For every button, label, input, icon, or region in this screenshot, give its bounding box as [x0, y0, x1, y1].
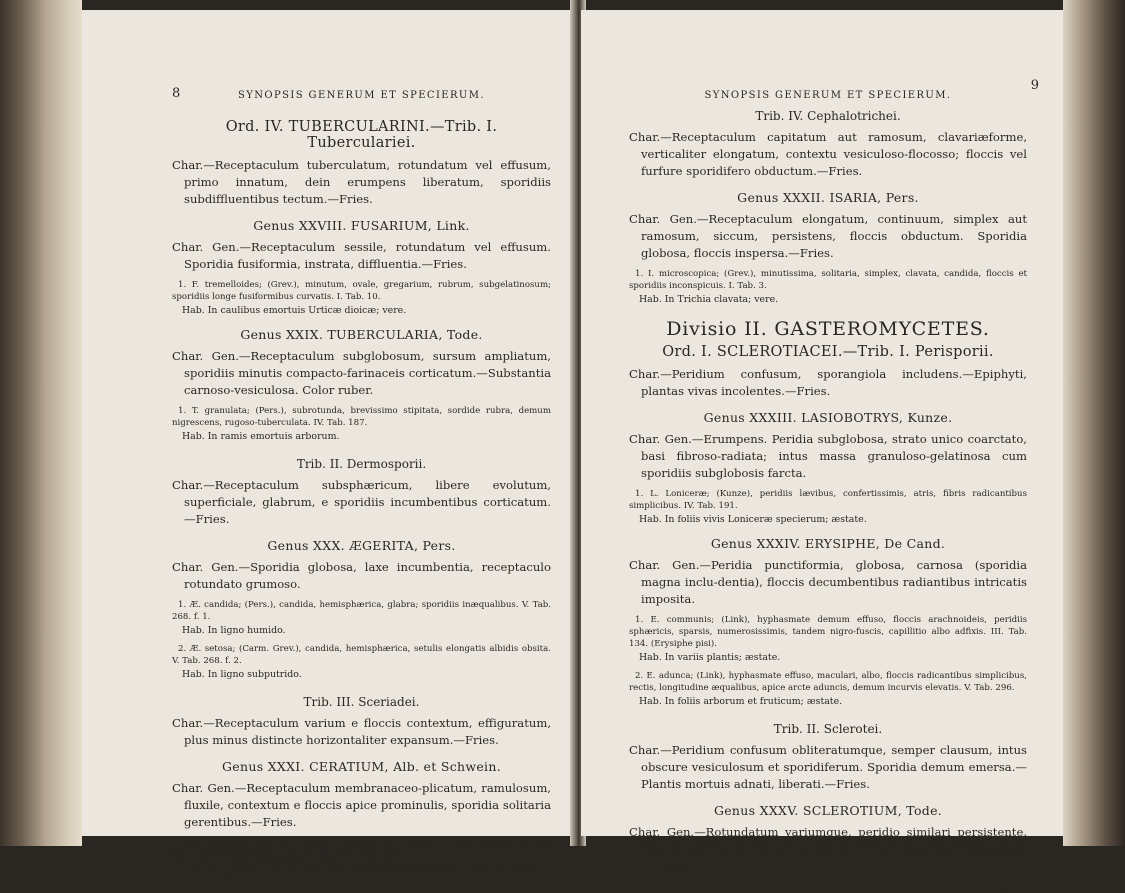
habitat-note: Hab. In foliis arborum et fruticum; æstate. — [639, 696, 843, 707]
running-head — [629, 78, 1039, 101]
species-entry: 1. L. Loniceræ; (Kunze), peridiis lævibus, confertissimis, atris, fibris radicantibus simplicibus. IV. Tab. 191. — [629, 489, 1027, 511]
species-entry: 1. F. tremelloides; (Grev.), minutum, ovale, gregarium, rubrum, subgelatinosum; sporidiis longe fusiformibus curvatis. I. Tab. 10. — [172, 280, 551, 302]
habitat-note: Hab. In ligno subputrido. — [182, 669, 302, 680]
genus-heading: Genus XXX. ÆGERITA, Pers. — [267, 538, 456, 553]
ordo-heading: Ord. IV. TUBERCULARINI.—Trib. I. Tuberculariei. — [225, 119, 498, 151]
divisio-heading: Divisio II. GASTEROMYCETES. — [666, 318, 990, 340]
habitat-note: Hab. In ligno humido. — [182, 625, 286, 636]
tribe-heading: Trib. II. Dermosporii. — [296, 457, 427, 471]
left-page — [82, 10, 575, 874]
species-entry: 1. T. granulata; (Pers.), subrotunda, brevissimo stipitata, sordide rubra, demum nigrescens, rugoso-tuberculata. IV. Tab. 187. — [172, 406, 551, 428]
signature-mark: b — [999, 879, 1007, 893]
genus-heading: Genus XXXII. ISARIA, Pers. — [737, 190, 919, 205]
ordo-char: Char.—Receptaculum tuberculatum, rotundatum vel effusum, primo innatum, dein erumpens liberatum, sporidiis subdiffluentibus tectum.—Fries. — [172, 158, 551, 206]
genus-char: Char. Gen.—Receptaculum subglobosum, sursum ampliatum, sporidiis minutis compacto-farinaceis corticatum.—Substantia carnoso-vesiculosa. Color ruber. — [172, 349, 551, 397]
genus-char: Char. Gen.—Receptaculum membranaceo-plicatum, ramulosum, fluxile, contextum e floccis apice prominulis, sporidia solitaria gerentibus.—Fries. — [172, 781, 551, 829]
tribe-char: Char.—Receptaculum capitatum aut ramosum, clavariæforme, verticaliter elongatum, contextu vesiculoso-flocosso; floccis vel furfure sporidifero obductum.—Fries. — [629, 130, 1027, 178]
genus-heading: Genus XXXV. SCLEROTIUM, Tode. — [713, 803, 943, 818]
habitat-note: Hab. In caulibus emortuis Urticæ dioicæ; vere. — [182, 305, 407, 316]
habitat-note: Hab. In variis plantis; æstate. — [639, 652, 781, 663]
genus-heading: Genus XXVIII. FUSARIUM, Link. — [253, 218, 470, 233]
habitat-note: Hab. In foliis vivis Loniceræ specierum; æstate. — [639, 514, 867, 525]
species-entry: 1. Æ. candida; (Pers.), candida, hemisphærica, glabra; sporidiis inæqualibus. V. Tab. 268. f. 1. — [172, 600, 551, 622]
species-entry: 2. E. adunca; (Link), hyphasmate effuso, maculari, albo, floccis radicantibus simplicibus, rectis, longitudine æqualibus, apice arcte aduncis, demum incurvis elevatis. V. Tab. 296. — [629, 671, 1027, 693]
tribe-char: Char.—Receptaculum varium e floccis contextum, effiguratum, plus minus distincte horizontaliter expansum.—Fries. — [172, 716, 551, 747]
genus-char: Char. Gen.—Peridia punctiformia, globosa, carnosa (sporidia magna inclu-dentia), floccis decumbentibus radiantibus intricatis imposita. — [629, 558, 1027, 606]
habitat-note: Hab. In ligno putrido, raro in Muscis, foliis emortuis, &c.; vere et autumno. — [182, 863, 541, 874]
species-entry: 2. Æ. setosa; (Carm. Grev.), candida, hemisphærica, setulis elongatis albidis obsita. V. Tab. 268. f. 2. — [172, 644, 551, 666]
species-entry: 1. E. communis; (Link), hyphasmate demum effuso, floccis arachnoideis, peridiis sphæricis, sparsis, numerosissimis, tandem nigro-fuscis, capillitio albo adfixis. III. Tab. 134. (Erysiphe pisi). — [629, 615, 1027, 649]
page-number: 8 — [172, 86, 181, 101]
genus-heading: Genus XXXI. CERATIUM, Alb. et Schwein. — [222, 759, 501, 774]
genus-char: Char. Gen.—Receptaculum sessile, rotundatum vel effusum. Sporidia fusiformia, instrata, diffluentia.—Fries. — [172, 240, 551, 271]
tribe-heading: Trib. IV. Cephalotrichei. — [755, 109, 901, 123]
right-page-edges — [1063, 0, 1125, 846]
tribe-heading: Trib. III. Sceriadei. — [303, 695, 420, 709]
left-page-edges — [0, 0, 82, 846]
tribe-char: Char.—Receptaculum subsphæricum, libere evolutum, superficiale, glabrum, e sporidiis incumbentibus corticatum.—Fries. — [172, 478, 551, 526]
species-entry: 1. C. hydnoides; (Alb. et Schw.), congestum; receptaculum erectum, subconfluens, ramis simplicibus, fasciculatis, obtusis. III. Tab. 168. — [172, 838, 551, 860]
habitat-note: Hab. In Trichia clavata; vere. — [639, 294, 779, 305]
page-number: 9 — [1030, 78, 1039, 93]
running-head-text: SYNOPSIS GENERUM ET SPECIERUM. — [238, 90, 485, 101]
genus-heading: Genus XXIX. TUBERCULARIA, Tode. — [240, 327, 483, 342]
running-head-text: SYNOPSIS GENERUM ET SPECIERUM. — [704, 90, 952, 101]
genus-char: Char. Gen.—Receptaculum elongatum, continuum, simplex aut ramosum, siccum, persistens, floccis obductum. Sporidia globosa, floccis inspersa.—Fries. — [629, 212, 1027, 260]
genus-heading: Genus XXXIV. ERYSIPHE, De Cand. — [710, 536, 946, 551]
tribe-char: Char.—Peridium confusum obliteratumque, semper clausum, intus obscure vesiculosum et sporidiferum. Sporidia demum emersa.—Plantis mortuis adnati, liberati.—Fries. — [629, 743, 1027, 791]
genus-char: Char. Gen.—Rotundatum variumque, peridio similari persistente, sporidiis obscure farctum, undique demum emersis obsoletisque.—Fries. — [629, 825, 1027, 873]
genus-heading: Genus XXXIII. LASIOBOTRYS, Kunze. — [703, 410, 953, 425]
species-entry: 1. I. microscopica; (Grev.), minutissima, solitaria, simplex, clavata, candida, floccis et sporidiis inconspicuis. I. Tab. 3. — [629, 269, 1027, 291]
tribe-heading: Trib. II. Sclerotei. — [773, 722, 883, 736]
genus-char: Char. Gen.—Sporidia globosa, laxe incumbentia, receptaculo rotundato grumoso. — [172, 560, 551, 591]
genus-char: Char. Gen.—Erumpens. Peridia subglobosa, strato unico coarctato, basi fibroso-radiata; intus massa granuloso-gelatinosa cum sporidiis subglobosis farcta. — [629, 432, 1027, 480]
ordo-char: Char.—Peridium confusum, sporangiola includens.—Epiphyti, plantas vivas incolentes.—Fries. — [629, 367, 1027, 398]
habitat-note: Hab. In ramis emortuis arborum. — [182, 431, 340, 442]
running-head — [172, 86, 551, 101]
ordo-heading: Ord. I. SCLEROTIACEI.—Trib. I. Perisporii. — [662, 344, 994, 360]
right-page — [581, 10, 1063, 893]
